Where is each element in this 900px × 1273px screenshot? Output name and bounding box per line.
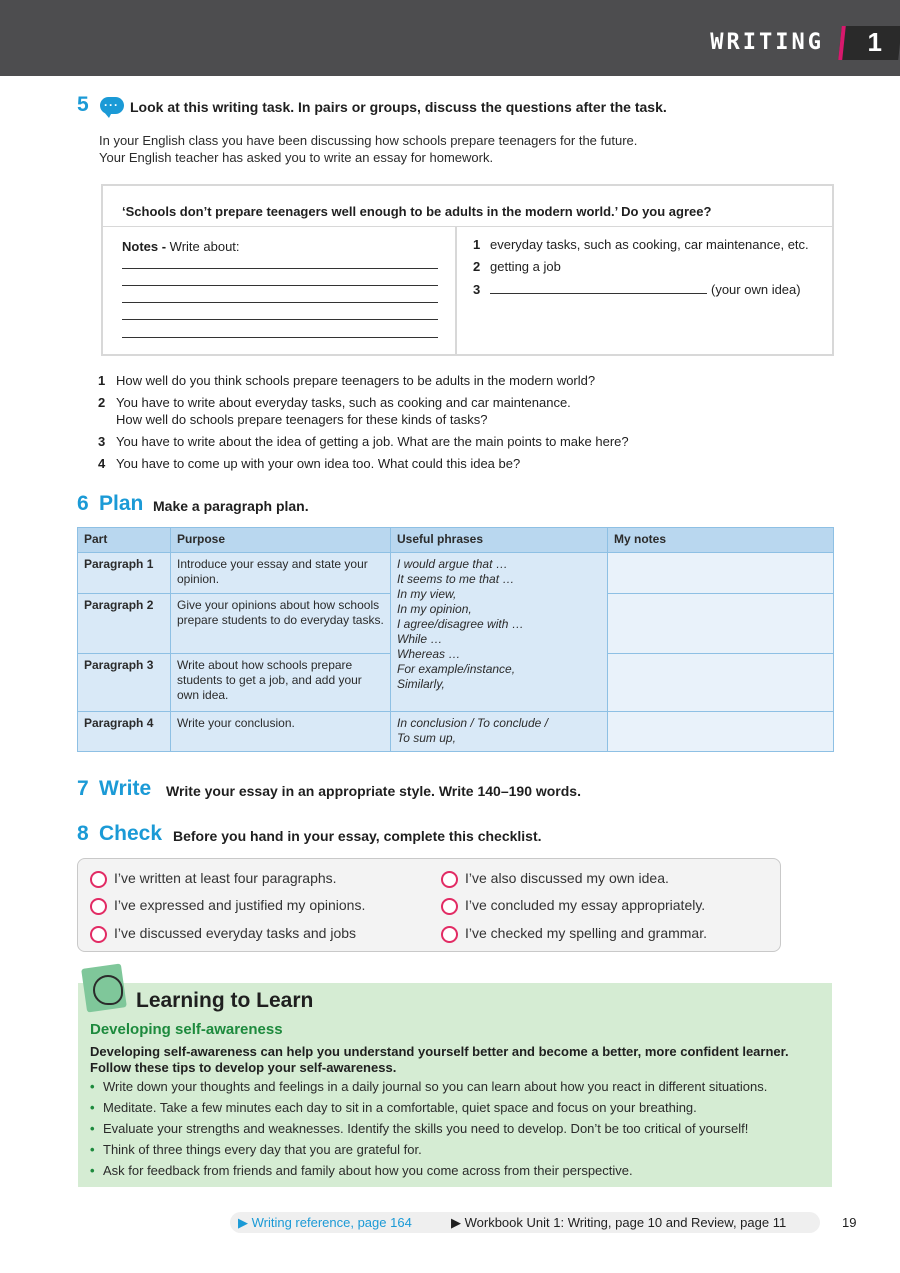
- section-6-word: Plan: [99, 492, 144, 515]
- useful-phrases-cell: [391, 553, 608, 712]
- section-7-instruction: Write your essay in an appropriate style. Write 140–190 words.: [166, 783, 581, 799]
- paragraph-plan-table: [77, 527, 834, 752]
- row-purpose: Give your opinions about how schools prepare students to do everyday tasks.: [171, 594, 391, 654]
- bullet-icon: •: [90, 1163, 95, 1178]
- writing-reference-link[interactable]: ▶ Writing reference, page 164: [238, 1215, 412, 1230]
- checklist-item: I’ve expressed and justified my opinions.: [114, 897, 366, 913]
- section-8-word: Check: [99, 822, 163, 845]
- task-header: [103, 186, 832, 227]
- checkbox-circle[interactable]: [441, 926, 458, 943]
- phrase: Similarly,: [397, 677, 445, 691]
- bullet-icon: •: [90, 1100, 95, 1115]
- notes-line[interactable]: [122, 268, 438, 269]
- notes-cell[interactable]: [608, 553, 834, 594]
- checklist-item: I’ve concluded my essay appropriately.: [465, 897, 706, 913]
- header-title: WRITING: [710, 30, 824, 55]
- row-purpose: Introduce your essay and state your opinion.: [171, 553, 391, 594]
- workbook-reference: ▶ Workbook Unit 1: Writing, page 10 and Review, page 11: [451, 1215, 787, 1230]
- row-purpose: Write your conclusion.: [171, 712, 391, 752]
- notes-line[interactable]: [122, 302, 438, 303]
- row-part: Paragraph 4: [78, 712, 171, 752]
- col-header-purpose: Purpose: [171, 528, 391, 553]
- section-8-instruction: Before you hand in your essay, complete this checklist.: [173, 828, 542, 844]
- unit-number: 1: [867, 27, 882, 57]
- section-8-number: 8: [77, 822, 89, 845]
- phrase: While …: [397, 632, 443, 646]
- phrase: For example/instance,: [397, 662, 516, 676]
- notes-label: Notes - Write about:: [122, 239, 240, 254]
- learning-intro: Developing self-awareness can help you understand yourself better and become a better, more confident learner. Follow these tips to develop your self-awareness.: [90, 1044, 789, 1075]
- tip-item: • Write down your thoughts and feelings in a daily journal so you can learn about how you react in different situations.: [90, 1079, 768, 1094]
- own-idea-blank[interactable]: [490, 281, 707, 294]
- checkbox-circle[interactable]: [90, 871, 107, 888]
- notes-cell[interactable]: [608, 594, 834, 654]
- page-number: 19: [842, 1215, 857, 1230]
- checklist-item: I’ve discussed everyday tasks and jobs: [114, 925, 357, 941]
- notes-line[interactable]: [122, 319, 438, 320]
- checkbox-circle[interactable]: [441, 871, 458, 888]
- context-line-2: Your English teacher has asked you to write an essay for homework.: [99, 150, 494, 165]
- tip-item: • Ask for feedback from friends and family about how you come across from their perspective.: [90, 1163, 633, 1178]
- discussion-question: 2 You have to write about everyday tasks, such as cooking and car maintenance. How well do schools prepare teenagers for these kinds of tasks?: [98, 395, 571, 427]
- writing-task-box: [101, 184, 834, 356]
- section-6-instruction: Make a paragraph plan.: [153, 498, 309, 514]
- phrase: To sum up,: [397, 731, 456, 745]
- bullet-icon: •: [90, 1142, 95, 1157]
- tip-item: • Think of three things every day that you are grateful for.: [90, 1142, 422, 1157]
- bullet-icon: •: [90, 1079, 95, 1094]
- chat-bubble-icon: ···: [100, 97, 124, 114]
- checkbox-circle[interactable]: [441, 898, 458, 915]
- task-item: 3 (your own idea): [473, 282, 801, 297]
- section-5-number: 5: [77, 93, 89, 116]
- row-part: Paragraph 3: [78, 654, 171, 712]
- learning-subtitle: Developing self-awareness: [90, 1021, 283, 1038]
- notes-line[interactable]: [122, 337, 438, 338]
- task-item: 2 getting a job: [473, 259, 561, 274]
- checklist-item: I’ve checked my spelling and grammar.: [465, 925, 707, 941]
- checklist-item: I’ve written at least four paragraphs.: [114, 870, 337, 886]
- phrase: I agree/disagree with …: [397, 617, 524, 631]
- phrase: It seems to me that …: [397, 572, 515, 586]
- phrase: I would argue that …: [397, 557, 508, 571]
- checkbox-circle[interactable]: [90, 898, 107, 915]
- discussion-question: 4 You have to come up with your own idea too. What could this idea be?: [98, 456, 521, 471]
- col-header-phrases: Useful phrases: [391, 528, 608, 553]
- tip-item: • Evaluate your strengths and weaknesses. Identify the skills you need to develop. Don’t be too critical of yourself!: [90, 1121, 749, 1136]
- phrase: Whereas …: [397, 647, 461, 661]
- head-gear-icon-outline: [93, 975, 123, 1005]
- notes-line[interactable]: [122, 285, 438, 286]
- task-notes: [103, 227, 457, 354]
- col-header-notes: My notes: [608, 528, 834, 553]
- checkbox-circle[interactable]: [90, 926, 107, 943]
- phrase: In my view,: [397, 587, 457, 601]
- bullet-icon: •: [90, 1121, 95, 1136]
- col-header-part: Part: [78, 528, 171, 553]
- section-5-instruction: Look at this writing task. In pairs or groups, discuss the questions after the task.: [130, 99, 667, 115]
- row-part: Paragraph 2: [78, 594, 171, 654]
- notes-cell[interactable]: [608, 712, 834, 752]
- task-question: ‘Schools don’t prepare teenagers well enough to be adults in the modern world.’ Do you agree?: [122, 204, 712, 219]
- checklist-item: I’ve also discussed my own idea.: [465, 870, 669, 886]
- notes-cell[interactable]: [608, 654, 834, 712]
- tip-item: • Meditate. Take a few minutes each day to sit in a comfortable, quiet space and focus on your breathing.: [90, 1100, 697, 1115]
- task-item: 1 everyday tasks, such as cooking, car maintenance, etc.: [473, 237, 809, 252]
- phrase: In my opinion,: [397, 602, 472, 616]
- discussion-question: 3 You have to write about the idea of getting a job. What are the main points to make here?: [98, 434, 629, 449]
- section-7-word: Write: [99, 777, 152, 800]
- section-6-number: 6: [77, 492, 89, 515]
- row-part: Paragraph 1: [78, 553, 171, 594]
- discussion-question: 1 How well do you think schools prepare teenagers to be adults in the modern world?: [98, 373, 596, 388]
- learning-title: Learning to Learn: [136, 989, 314, 1012]
- section-7-number: 7: [77, 777, 89, 800]
- task-items: [457, 227, 832, 354]
- row-purpose: Write about how schools prepare students to get a job, and add your own idea.: [171, 654, 391, 712]
- useful-phrases-cell: [391, 712, 608, 752]
- context-line-1: In your English class you have been discussing how schools prepare teenagers for the future.: [99, 133, 638, 148]
- phrase: In conclusion / To conclude /: [397, 716, 548, 730]
